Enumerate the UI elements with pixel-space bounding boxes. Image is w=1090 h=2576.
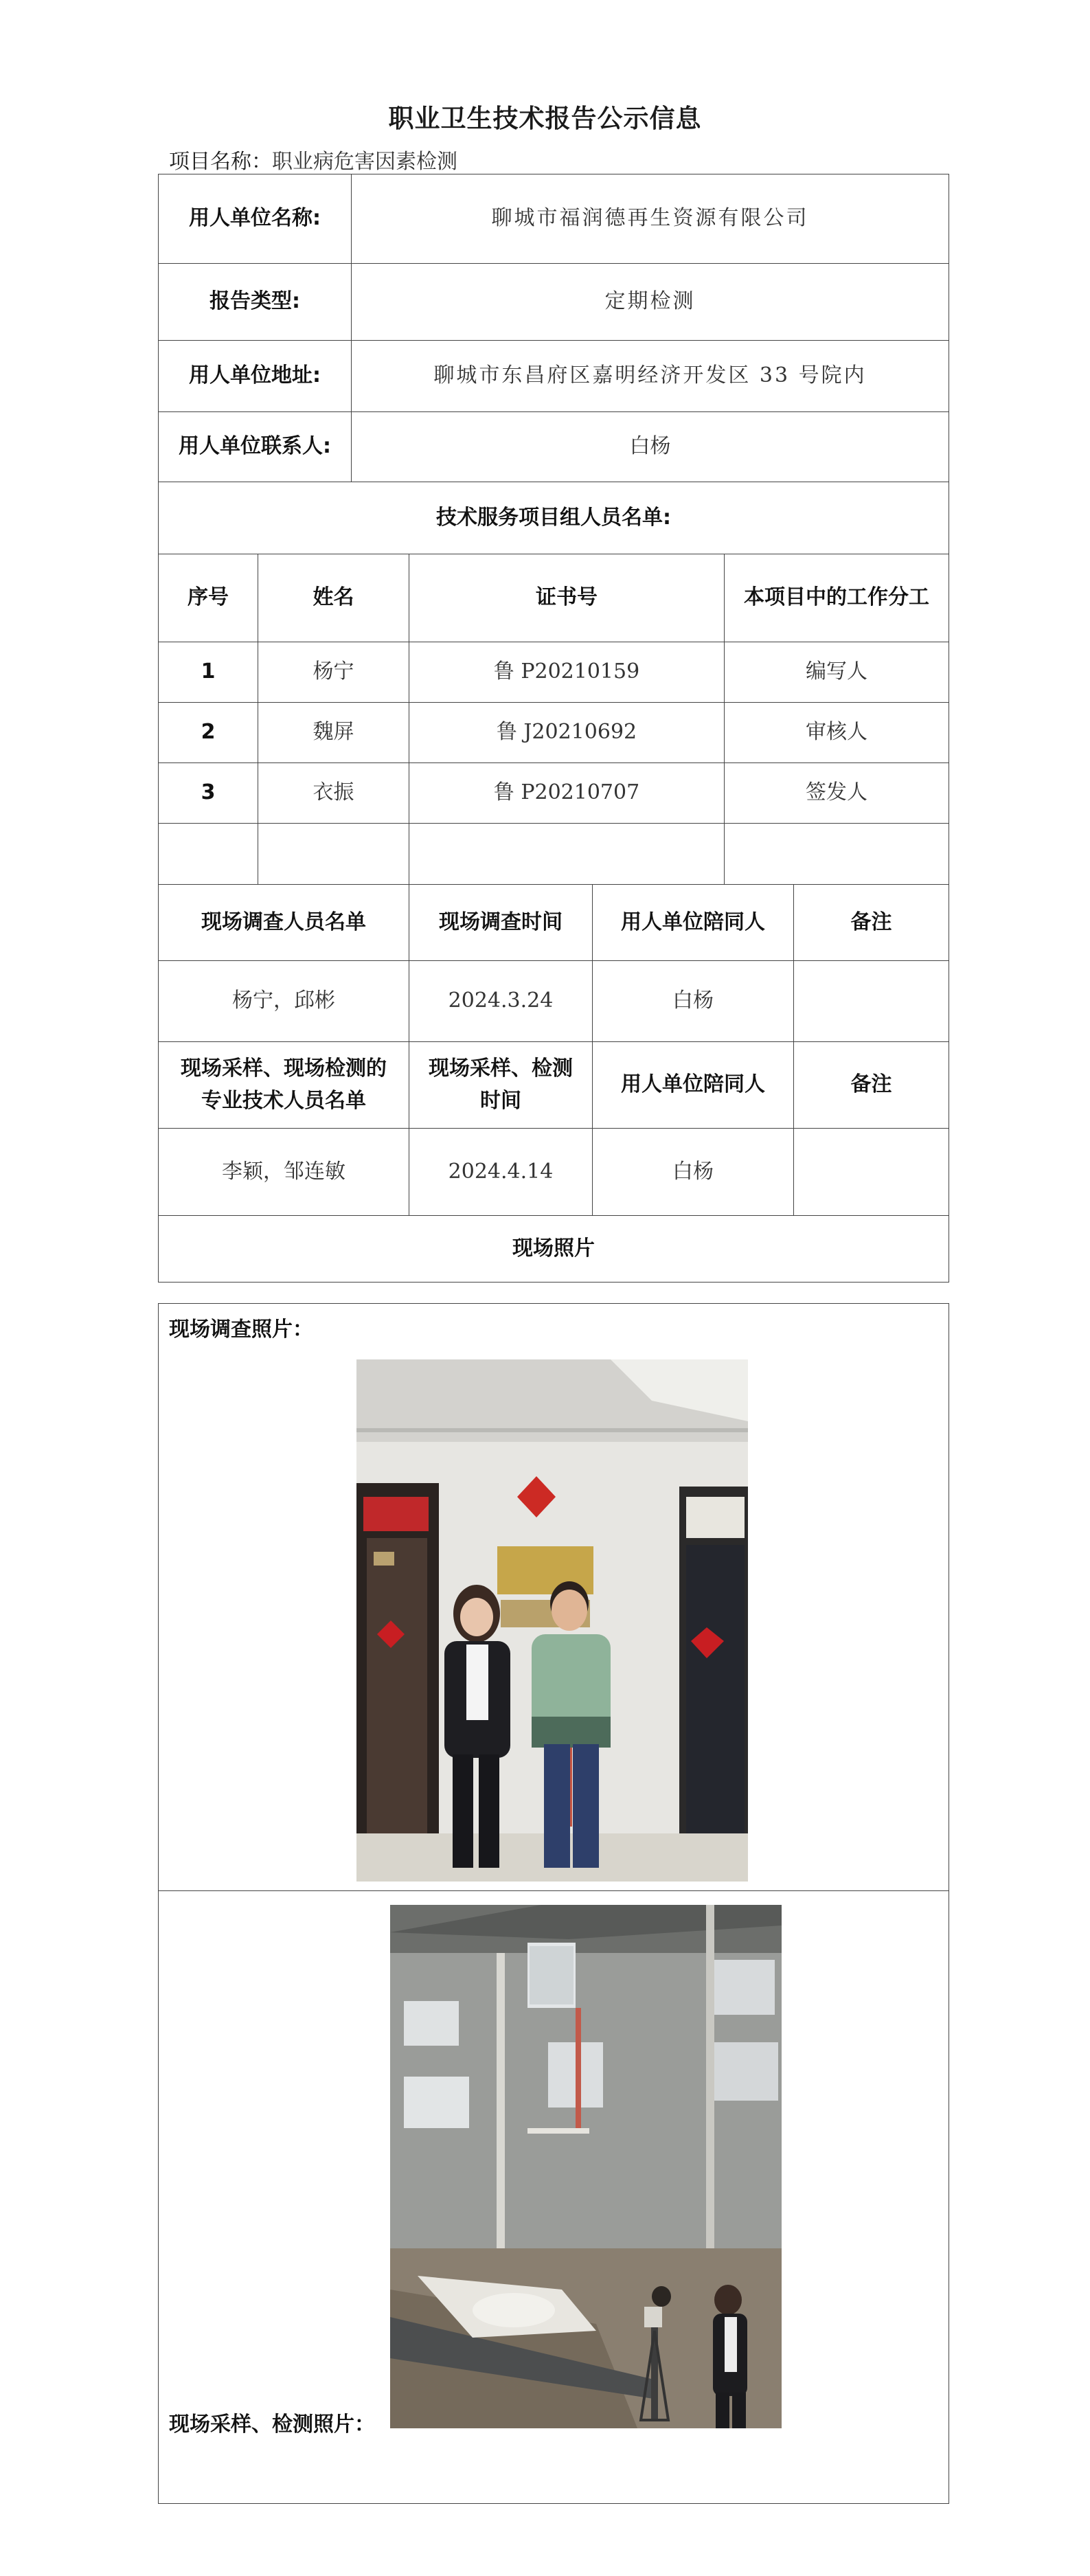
sampling-escort: 白杨 bbox=[592, 1128, 794, 1216]
sampling-photo-label: 现场采样、检测照片： bbox=[169, 2413, 375, 2437]
sampling-header-escort: 用人单位陪同人 bbox=[592, 1041, 794, 1129]
report-type-value: 定期检测 bbox=[351, 263, 949, 341]
photos-heading: 现场照片 bbox=[158, 1215, 949, 1283]
project-name bbox=[169, 144, 457, 174]
sampling-time: 2024.4.14 bbox=[409, 1128, 593, 1216]
team-row-1-cert: 鲁 P20210159 bbox=[409, 642, 725, 703]
survey-staff: 杨宁，邱彬 bbox=[158, 960, 409, 1042]
team-row-3-role: 签发人 bbox=[724, 762, 949, 824]
sampling-header-time-line1: 现场采样、检测 bbox=[429, 1057, 573, 1081]
team-row-3-name: 衣振 bbox=[258, 762, 409, 824]
survey-escort: 白杨 bbox=[592, 960, 794, 1042]
team-row-3-no: 3 bbox=[158, 762, 258, 824]
team-row-1-name: 杨宁 bbox=[258, 642, 409, 703]
sampling-header-staff bbox=[158, 1041, 409, 1129]
address-label: 用人单位地址: bbox=[158, 340, 352, 412]
team-row-2-cert: 鲁 J20210692 bbox=[409, 702, 725, 763]
team-row-2-no: 2 bbox=[158, 702, 258, 763]
survey-header-time: 现场调查时间 bbox=[409, 884, 593, 961]
project-value: 职业病危害因素检测 bbox=[272, 150, 457, 174]
survey-time: 2024.3.24 bbox=[409, 960, 593, 1042]
survey-header-remark: 备注 bbox=[793, 884, 949, 961]
team-header-name: 姓名 bbox=[258, 554, 409, 642]
contact-value: 白杨 bbox=[351, 411, 949, 482]
sampling-header-time bbox=[409, 1041, 593, 1129]
team-row-2-role: 审核人 bbox=[724, 702, 949, 763]
team-row-1-no: 1 bbox=[158, 642, 258, 703]
sampling-header-time-line2: 时间 bbox=[480, 1088, 521, 1113]
team-header-role: 本项目中的工作分工 bbox=[724, 554, 949, 642]
sampling-photo bbox=[390, 1905, 782, 2428]
team-row-empty-name bbox=[258, 823, 409, 885]
sampling-remark bbox=[793, 1128, 949, 1216]
team-row-empty-role bbox=[724, 823, 949, 885]
team-row-empty-cert bbox=[409, 823, 725, 885]
survey-header-escort: 用人单位陪同人 bbox=[592, 884, 794, 961]
team-row-3-cert: 鲁 P20210707 bbox=[409, 762, 725, 824]
employer-name-value: 聊城市福润德再生资源有限公司 bbox=[351, 174, 949, 264]
address-value: 聊城市东昌府区嘉明经济开发区 33 号院内 bbox=[351, 340, 949, 412]
survey-photo-label: 现场调查照片： bbox=[169, 1318, 313, 1342]
contact-label: 用人单位联系人: bbox=[158, 411, 352, 482]
report-type-label: 报告类型: bbox=[158, 263, 352, 341]
survey-header-staff: 现场调查人员名单 bbox=[158, 884, 409, 961]
sampling-staff: 李颖，邹连敏 bbox=[158, 1128, 409, 1216]
team-row-1-role: 编写人 bbox=[724, 642, 949, 703]
team-header-no: 序号 bbox=[158, 554, 258, 642]
team-row-2-name: 魏屏 bbox=[258, 702, 409, 763]
project-label: 项目名称： bbox=[169, 150, 272, 174]
sampling-header-staff-line2: 专业技术人员名单 bbox=[201, 1088, 366, 1113]
survey-remark bbox=[793, 960, 949, 1042]
team-header-cert: 证书号 bbox=[409, 554, 725, 642]
team-row-empty-no bbox=[158, 823, 258, 885]
document-title: 职业卫生技术报告公示信息 bbox=[388, 104, 702, 133]
sampling-header-remark: 备注 bbox=[793, 1041, 949, 1129]
sampling-header-staff-line1: 现场采样、现场检测的 bbox=[181, 1057, 387, 1081]
employer-name-label: 用人单位名称: bbox=[158, 174, 352, 264]
survey-photo bbox=[356, 1359, 748, 1882]
team-heading: 技术服务项目组人员名单: bbox=[158, 482, 949, 554]
